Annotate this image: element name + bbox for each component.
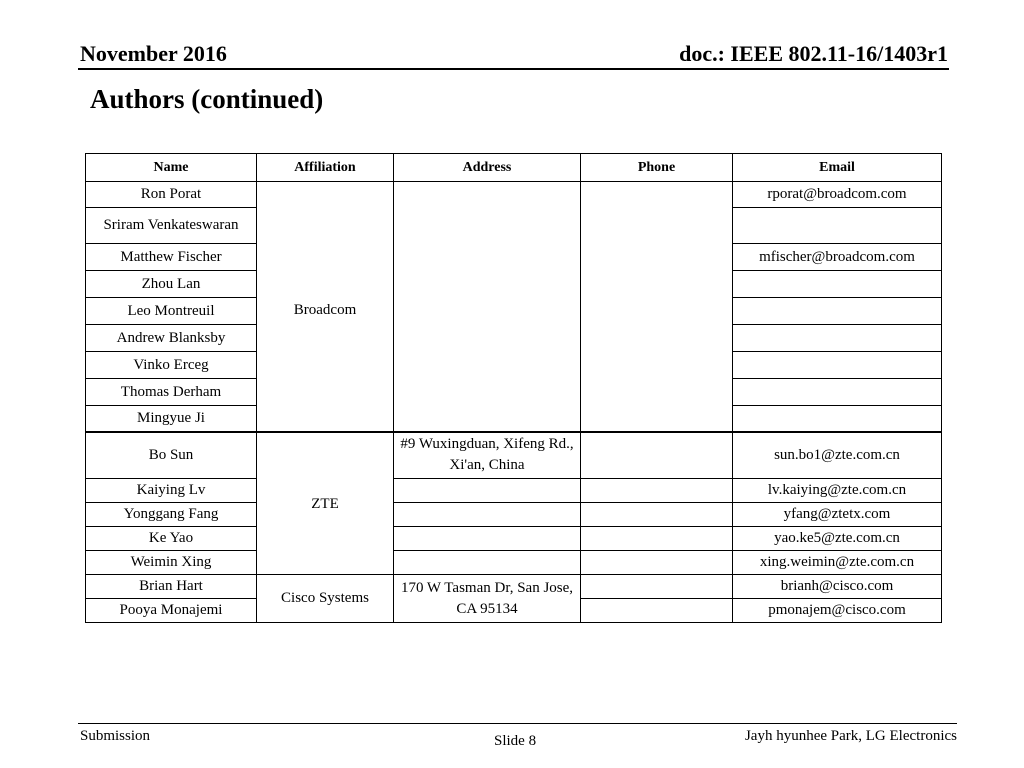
address-cell: #9 Wuxingduan, Xifeng Rd., Xi'an, China	[394, 432, 581, 479]
col-header-affiliation: Affiliation	[257, 154, 394, 182]
authors-table	[85, 153, 942, 623]
phone-cell	[581, 503, 733, 527]
table-row	[86, 432, 942, 479]
table-row	[86, 527, 942, 551]
header-date: November 2016	[80, 41, 227, 66]
slide-title: Authors (continued)	[90, 84, 324, 114]
table-row	[86, 503, 942, 527]
phone-cell	[581, 551, 733, 575]
author-name: Ke Yao	[86, 527, 257, 551]
author-name: Weimin Xing	[86, 551, 257, 575]
col-header-email: Email	[733, 154, 942, 182]
table-row	[86, 479, 942, 503]
header-doc-number: doc.: IEEE 802.11-16/1403r1	[679, 41, 948, 66]
author-email: sun.bo1@zte.com.cn	[733, 432, 942, 479]
author-email	[733, 208, 942, 244]
author-email	[733, 406, 942, 432]
author-name: Bo Sun	[86, 432, 257, 479]
address-cell	[394, 182, 581, 432]
author-email: pmonajem@cisco.com	[733, 599, 942, 623]
table-row	[86, 551, 942, 575]
author-name: Mingyue Ji	[86, 406, 257, 432]
author-email: lv.kaiying@zte.com.cn	[733, 479, 942, 503]
affiliation-cell: Broadcom	[257, 182, 394, 432]
author-name: Brian Hart	[86, 575, 257, 599]
author-email	[733, 271, 942, 298]
col-header-phone: Phone	[581, 154, 733, 182]
address-cell	[394, 551, 581, 575]
phone-cell	[581, 182, 733, 432]
author-email: rporat@broadcom.com	[733, 182, 942, 208]
phone-cell	[581, 575, 733, 599]
address-cell	[394, 479, 581, 503]
footer-submission: Submission	[80, 728, 151, 744]
table-row	[86, 182, 942, 208]
author-name: Zhou Lan	[86, 271, 257, 298]
author-name: Pooya Monajemi	[86, 599, 257, 623]
author-email	[733, 379, 942, 406]
author-email	[733, 298, 942, 325]
footer-rule	[78, 723, 957, 724]
author-name: Yonggang Fang	[86, 503, 257, 527]
phone-cell	[581, 432, 733, 479]
author-email: yao.ke5@zte.com.cn	[733, 527, 942, 551]
col-header-address: Address	[394, 154, 581, 182]
author-name: Andrew Blanksby	[86, 325, 257, 352]
address-cell: 170 W Tasman Dr, San Jose, CA 95134	[394, 575, 581, 623]
affiliation-cell: Cisco Systems	[257, 575, 394, 623]
author-name: Vinko Erceg	[86, 352, 257, 379]
footer-slide-number: Slide 8	[494, 733, 537, 749]
author-email	[733, 352, 942, 379]
address-cell	[394, 527, 581, 551]
author-name: Ron Porat	[86, 182, 257, 208]
affiliation-cell: ZTE	[257, 432, 394, 575]
author-name: Matthew Fischer	[86, 244, 257, 271]
author-name: Sriram Venkateswaran	[86, 208, 257, 244]
author-email	[733, 325, 942, 352]
table-row	[86, 575, 942, 599]
phone-cell	[581, 479, 733, 503]
author-email: brianh@cisco.com	[733, 575, 942, 599]
phone-cell	[581, 599, 733, 623]
author-name: Thomas Derham	[86, 379, 257, 406]
col-header-name: Name	[86, 154, 257, 182]
author-email: yfang@ztetx.com	[733, 503, 942, 527]
address-cell	[394, 503, 581, 527]
author-email: xing.weimin@zte.com.cn	[733, 551, 942, 575]
author-name: Leo Montreuil	[86, 298, 257, 325]
author-email: mfischer@broadcom.com	[733, 244, 942, 271]
phone-cell	[581, 527, 733, 551]
author-name: Kaiying Lv	[86, 479, 257, 503]
table-header-row	[86, 154, 942, 182]
footer-author: Jayh hyunhee Park, LG Electronics	[744, 728, 957, 744]
header-rule	[78, 68, 949, 70]
